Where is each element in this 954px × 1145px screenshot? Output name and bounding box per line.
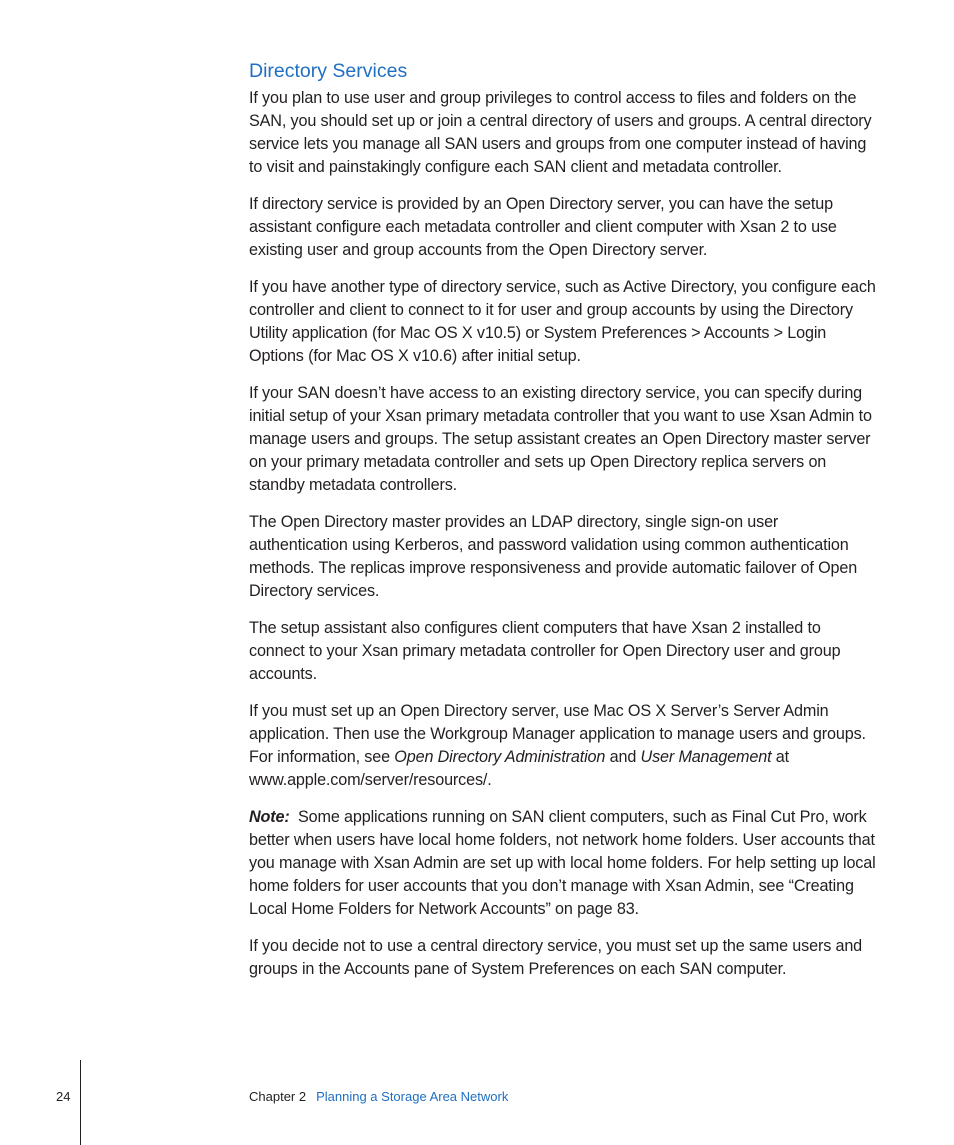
chapter-title: Planning a Storage Area Network (316, 1089, 509, 1104)
book-reference-open-directory: Open Directory Administration (394, 748, 606, 766)
chapter-label: Chapter 2 (249, 1089, 307, 1104)
note-label: Note: (249, 808, 290, 826)
paragraph-text: If you must set up an Open Directory server, use Mac OS X Server’s Server Admin application. Then use the Workgroup Manager application to manage users and groups. For information, see (249, 702, 866, 766)
page-content (249, 58, 879, 995)
footer-divider (80, 1060, 81, 1145)
paragraph-open-directory-server: If directory service is provided by an Open Directory server, you can have the setup assistant configure each metadata controller and client computer with Xsan 2 to use existing user and group accounts from the Open Directory server. (249, 195, 837, 259)
paragraph-setup-assistant-clients: The setup assistant also configures client computers that have Xsan 2 installed to connect to your Xsan primary metadata controller for Open Directory user and group accounts. (249, 619, 841, 683)
paragraph-text: at www.apple.com/server/resources/. (249, 748, 790, 789)
paragraph-directory-intro: If you plan to use user and group privileges to control access to files and folders on the SAN, you should set up or join a central directory of users and groups. A central directory service lets you manage all SAN users and groups from one computer instead of having to visit and painstakingly configure each SAN client and metadata controller. (249, 89, 872, 176)
paragraph-no-directory-access: If your SAN doesn’t have access to an existing directory service, you can specify during initial setup of your Xsan primary metadata controller that you want to use Xsan Admin to manage users and groups. The setup assistant creates an Open Directory master server on your primary metadata controller and sets up Open Directory replica servers on standby metadata controllers. (249, 384, 872, 494)
footer-chapter (249, 1088, 508, 1106)
section-title: Directory Services (249, 60, 408, 82)
paragraph-open-directory-master: The Open Directory master provides an LDAP directory, single sign-on user authentication using Kerberos, and password validation using common authentication methods. The replicas improve responsiveness and provide automatic failover of Open Directory services. (249, 513, 858, 600)
paragraph-text: and (605, 748, 641, 766)
paragraph-no-central-directory: If you decide not to use a central directory service, you must set up the same users and groups in the Accounts pane of System Preferences on each SAN computer. (249, 937, 863, 978)
paragraph-other-directory-service: If you have another type of directory service, such as Active Directory, you configure each controller and client to connect to it for user and group accounts by using the Directory Utility application (for Mac OS X v10.5) or System Preferences > Accounts > Login Options (for Mac OS X v10.6) after initial setup. (249, 278, 876, 365)
note-text: Some applications running on SAN client computers, such as Final Cut Pro, work better when users have local home folders, not network home folders. User accounts that you manage with Xsan Admin are set up with local home folders. For help setting up local home folders for user accounts that you don’t manage with Xsan Admin, see “Creating Local Home Folders for Network Accounts” on page 83. (249, 808, 876, 918)
paragraph-setup-open-directory-server (249, 700, 879, 792)
book-reference-user-management: User Management (640, 748, 772, 766)
note-paragraph (249, 806, 879, 921)
page-number: 24 (56, 1089, 71, 1104)
